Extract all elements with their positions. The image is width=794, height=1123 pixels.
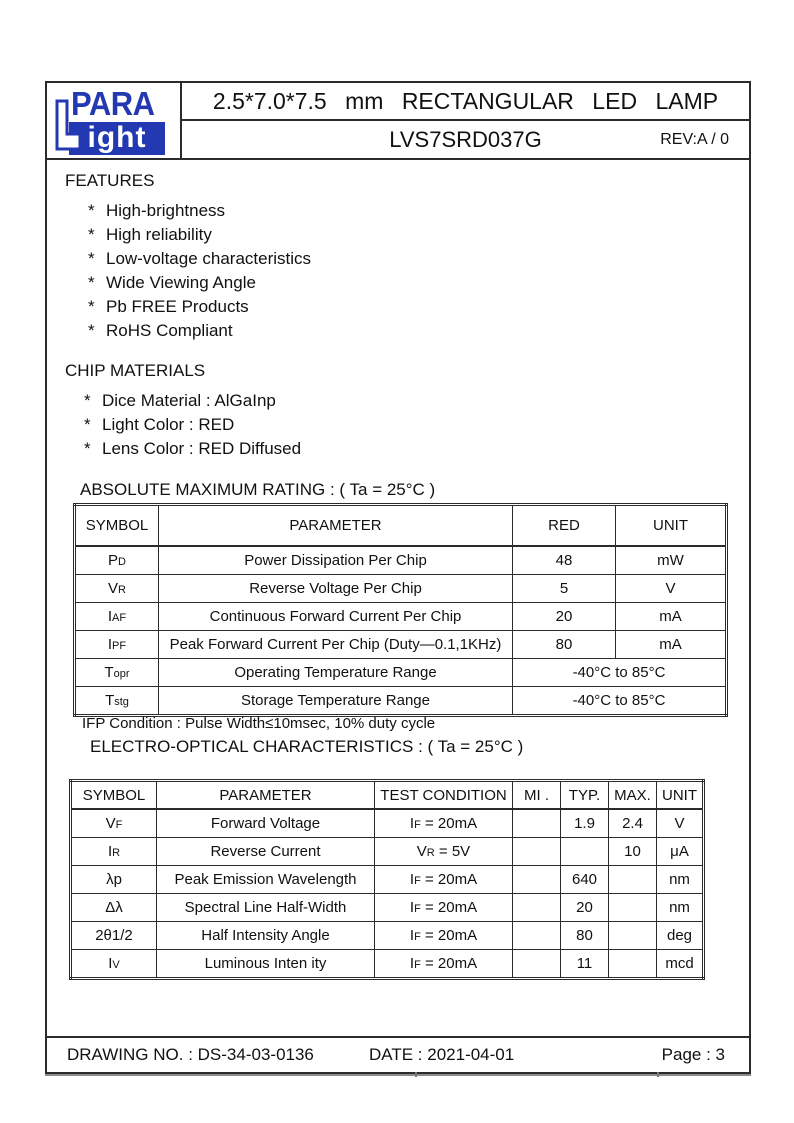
features-heading: FEATURES	[65, 171, 155, 190]
cell-temp-range: -40°C to 85°C	[513, 659, 727, 687]
cell-red: 48	[513, 546, 616, 575]
list-item: * Pb FREE Products	[88, 297, 249, 316]
list-item: * RoHS Compliant	[88, 321, 233, 340]
list-item: * Lens Color : RED Diffused	[84, 439, 302, 458]
table-header-row	[75, 505, 727, 547]
table-header-row	[71, 781, 704, 810]
cell-parameter: Continuous Forward Current Per Chip	[159, 603, 513, 631]
list-item: * Light Color : RED	[84, 415, 235, 434]
chip-materials-list	[84, 389, 301, 461]
cell-unit: mcd	[657, 950, 704, 979]
col-unit: UNIT	[616, 505, 727, 547]
cell-parameter: Forward Voltage	[157, 809, 375, 838]
cell-unit: mA	[616, 603, 727, 631]
list-item: * Low-voltage characteristics	[88, 249, 312, 268]
cell-symbol: IAF	[75, 603, 159, 631]
col-typ: TYP.	[561, 781, 609, 810]
cell-test-condition: IF = 20mA	[375, 922, 513, 950]
cell-typ: 640	[561, 866, 609, 894]
col-red: RED	[513, 505, 616, 547]
document-title: 2.5*7.0*7.5 mm RECTANGULAR LED LAMP	[182, 83, 749, 121]
list-item: * High reliability	[88, 225, 212, 244]
cell-min	[513, 809, 561, 838]
features-list	[88, 199, 311, 343]
abs-max-heading: ABSOLUTE MAXIMUM RATING : ( Ta = 25°C )	[80, 480, 436, 499]
cell-typ: 1.9	[561, 809, 609, 838]
cell-parameter: Peak Forward Current Per Chip (Duty—0.1,1KHz)	[159, 631, 513, 659]
cell-min	[513, 866, 561, 894]
col-min: MI .	[513, 781, 561, 810]
cell-parameter: Spectral Line Half-Width	[157, 894, 375, 922]
paralight-logo	[55, 85, 173, 154]
cell-parameter: Reverse Current	[157, 838, 375, 866]
table-row	[75, 659, 727, 687]
footer-divider-tick	[415, 1072, 417, 1077]
cell-unit: V	[616, 575, 727, 603]
cell-unit: nm	[657, 866, 704, 894]
cell-symbol: Δλ	[71, 894, 157, 922]
cell-symbol: IV	[71, 950, 157, 979]
col-symbol: SYMBOL	[75, 505, 159, 547]
header-right	[182, 83, 749, 158]
cell-symbol: Topr	[75, 659, 159, 687]
cell-typ: 11	[561, 950, 609, 979]
list-item: * High-brightness	[88, 201, 226, 220]
scan-bottom-line	[45, 1074, 751, 1076]
cell-parameter: Storage Temperature Range	[159, 687, 513, 716]
cell-parameter: Reverse Voltage Per Chip	[159, 575, 513, 603]
list-item: * Dice Material : AlGaInp	[84, 391, 276, 410]
datasheet-page	[45, 81, 751, 1074]
logo-cell	[47, 83, 182, 158]
table-row	[71, 894, 704, 922]
col-parameter: PARAMETER	[157, 781, 375, 810]
cell-parameter: Peak Emission Wavelength	[157, 866, 375, 894]
cell-max	[609, 922, 657, 950]
page-number: Page : 3	[661, 1045, 725, 1064]
cell-unit: deg	[657, 922, 704, 950]
cell-red: 5	[513, 575, 616, 603]
col-parameter: PARAMETER	[159, 505, 513, 547]
logo-ight-text: ight	[87, 121, 147, 154]
cell-symbol: 2θ1/2	[71, 922, 157, 950]
logo-blue-box	[69, 122, 165, 155]
cell-symbol: PD	[75, 546, 159, 575]
col-max: MAX.	[609, 781, 657, 810]
cell-unit: mA	[616, 631, 727, 659]
cell-test-condition: VR = 5V	[375, 838, 513, 866]
cell-max	[609, 894, 657, 922]
cell-max	[609, 866, 657, 894]
cell-parameter: Luminous Inten ity	[157, 950, 375, 979]
logo-para-text: PARA	[71, 85, 155, 123]
ifp-condition-note: IFP Condition : Pulse Width≤10msec, 10% duty cycle	[82, 715, 436, 732]
cell-symbol: VR	[75, 575, 159, 603]
footer-date: DATE : 2021-04-01	[369, 1045, 515, 1064]
cell-temp-range: -40°C to 85°C	[513, 687, 727, 716]
col-test-condition: TEST CONDITION	[375, 781, 513, 810]
cell-min	[513, 894, 561, 922]
cell-red: 20	[513, 603, 616, 631]
cell-min	[513, 922, 561, 950]
cell-symbol: λp	[71, 866, 157, 894]
cell-min	[513, 950, 561, 979]
footer	[47, 1036, 749, 1072]
cell-parameter: Half Intensity Angle	[157, 922, 375, 950]
table-row	[75, 687, 727, 716]
electro-optical-heading: ELECTRO-OPTICAL CHARACTERISTICS : ( Ta = 25°C )	[90, 737, 524, 756]
cell-unit: nm	[657, 894, 704, 922]
cell-test-condition: IF = 20mA	[375, 866, 513, 894]
cell-unit: mW	[616, 546, 727, 575]
cell-symbol: VF	[71, 809, 157, 838]
cell-red: 80	[513, 631, 616, 659]
cell-min	[513, 838, 561, 866]
cell-symbol: Tstg	[75, 687, 159, 716]
cell-test-condition: IF = 20mA	[375, 894, 513, 922]
features-section	[65, 169, 311, 343]
chip-materials-heading: CHIP MATERIALS	[65, 361, 206, 380]
table-row	[75, 575, 727, 603]
cell-typ	[561, 838, 609, 866]
cell-typ: 20	[561, 894, 609, 922]
cell-test-condition: IF = 20mA	[375, 950, 513, 979]
table-row	[75, 603, 727, 631]
header	[47, 83, 749, 160]
cell-test-condition: IF = 20mA	[375, 809, 513, 838]
cell-symbol: IPF	[75, 631, 159, 659]
cell-symbol: IR	[71, 838, 157, 866]
col-unit: UNIT	[657, 781, 704, 810]
cell-max	[609, 950, 657, 979]
part-number: LVS7SRD037G	[389, 126, 542, 152]
cell-parameter: Power Dissipation Per Chip	[159, 546, 513, 575]
electro-optical-table	[69, 779, 705, 980]
table-row	[71, 922, 704, 950]
header-subrow	[182, 121, 749, 158]
abs-max-table	[73, 503, 728, 717]
table-row	[75, 631, 727, 659]
cell-max: 10	[609, 838, 657, 866]
cell-unit: V	[657, 809, 704, 838]
cell-typ: 80	[561, 922, 609, 950]
cell-unit: μA	[657, 838, 704, 866]
table-row	[71, 950, 704, 979]
col-symbol: SYMBOL	[71, 781, 157, 810]
table-row	[75, 546, 727, 575]
table-row	[71, 866, 704, 894]
chip-materials-section	[65, 359, 301, 461]
drawing-number: DRAWING NO. : DS-34-03-0136	[67, 1045, 314, 1064]
cell-parameter: Operating Temperature Range	[159, 659, 513, 687]
revision: REV:A / 0	[660, 130, 729, 148]
table-row	[71, 838, 704, 866]
table-row	[71, 809, 704, 838]
footer-divider-tick	[657, 1072, 659, 1077]
list-item: * Wide Viewing Angle	[88, 273, 256, 292]
cell-max: 2.4	[609, 809, 657, 838]
